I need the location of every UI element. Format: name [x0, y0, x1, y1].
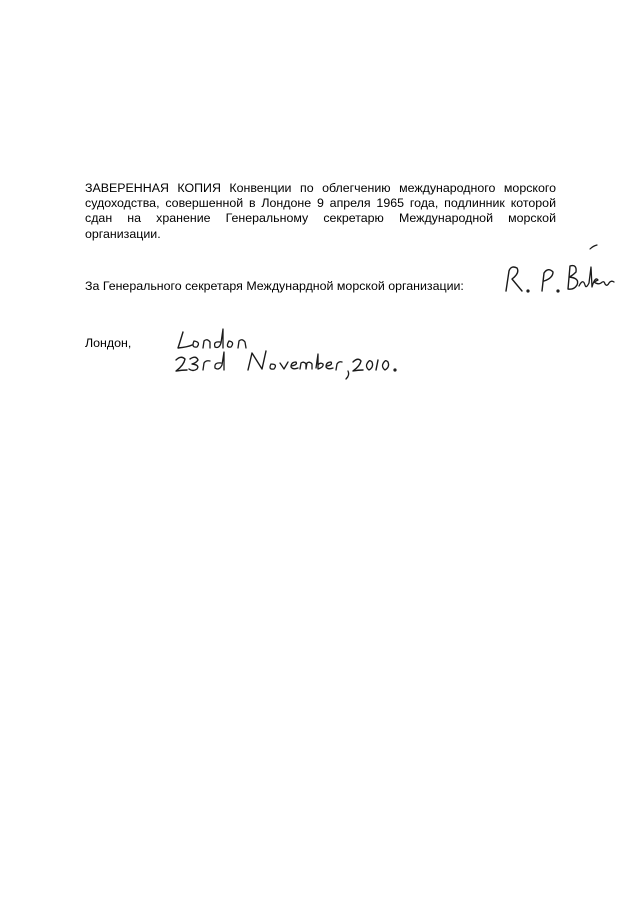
signatory-label: За Генерального секретаря Междунардной морской организации: [85, 279, 464, 293]
place-label: Лондон, [85, 336, 132, 350]
handwritten-signature [498, 243, 616, 303]
handwritten-place-and-date [170, 324, 410, 384]
certification-paragraph: ЗАВЕРЕННАЯ КОПИЯ Конвенции по облегчению международного морского судоходства, совершенной в Лондоне 9 апреля 1965 года, подлинник которой сдан на хранение Генеральному секретарю Международной морской организации. [85, 181, 556, 241]
